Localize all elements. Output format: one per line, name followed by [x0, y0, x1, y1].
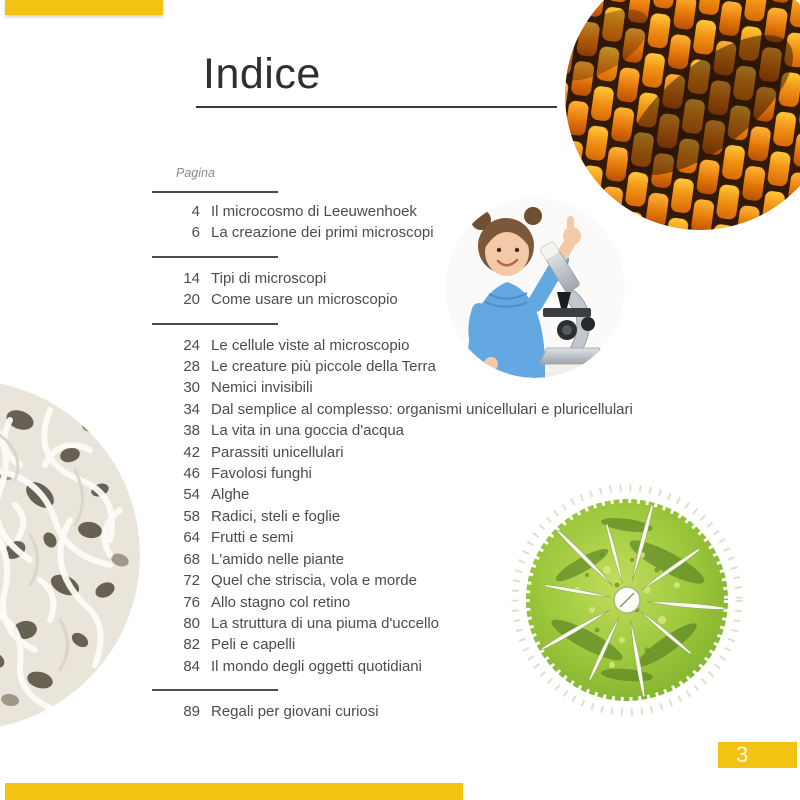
toc-page-number: 34 — [183, 400, 200, 418]
toc-entry-title: Alghe — [211, 486, 250, 504]
toc-row — [152, 656, 772, 677]
toc-row — [152, 570, 772, 591]
toc-page-number: 58 — [183, 507, 200, 525]
toc-page-number: 20 — [183, 291, 200, 309]
toc-group — [152, 335, 772, 678]
toc-row — [152, 201, 772, 222]
table-of-contents — [152, 201, 772, 723]
toc-row — [152, 506, 772, 527]
toc-row — [152, 377, 772, 398]
title-rule — [196, 106, 557, 108]
page-column-label: Pagina — [176, 166, 215, 180]
toc-page-number: 42 — [183, 443, 200, 461]
toc-page-number: 46 — [183, 465, 200, 483]
toc-page-number: 82 — [183, 636, 200, 654]
toc-entry-title: Le cellule viste al microscopio — [211, 336, 410, 354]
toc-row — [152, 335, 772, 356]
toc-entry-title: Il microcosmo di Leeuwenhoek — [211, 203, 417, 220]
folio-box — [718, 742, 797, 768]
toc-group — [152, 701, 772, 722]
toc-entry-title: Peli e capelli — [211, 636, 296, 654]
toc-page-number: 24 — [183, 336, 200, 354]
bottom-accent-bar — [5, 783, 463, 800]
toc-group — [152, 268, 772, 311]
toc-page-number: 89 — [183, 703, 200, 721]
toc-page-number: 30 — [183, 379, 200, 397]
toc-page-number: 54 — [183, 486, 200, 504]
toc-entry-title: Parassiti unicellulari — [211, 443, 344, 461]
toc-page-number: 6 — [191, 224, 200, 242]
toc-entry-title: Dal semplice al complesso: organismi unicellulari e pluricellulari — [211, 400, 633, 418]
toc-row — [152, 527, 772, 548]
toc-row — [152, 592, 772, 613]
toc-entry-title: Radici, steli e foglie — [211, 507, 341, 525]
toc-page-number: 38 — [183, 422, 200, 440]
sponge-fiber-photo — [0, 380, 140, 730]
toc-row — [152, 634, 772, 655]
toc-page-number: 80 — [183, 614, 200, 632]
toc-row — [152, 484, 772, 505]
toc-entry-title: Favolosi funghi — [211, 465, 312, 483]
top-accent-bar — [5, 0, 163, 15]
toc-entry-title: Le creature più piccole della Terra — [211, 358, 436, 376]
toc-entry-title: Tipi di microscopi — [211, 269, 327, 287]
section-divider — [152, 323, 278, 325]
folio-number: 3 — [736, 742, 749, 767]
toc-entry-title: Quel che striscia, vola e morde — [211, 572, 417, 590]
toc-row — [152, 463, 772, 484]
toc-row — [152, 289, 772, 310]
toc-entry-title: La creazione dei primi microscopi — [211, 224, 434, 242]
toc-row — [152, 399, 772, 420]
toc-entry-title: Il mondo degli oggetti quotidiani — [211, 657, 422, 675]
toc-row — [152, 222, 772, 243]
toc-page-number: 64 — [183, 529, 200, 547]
toc-row — [152, 442, 772, 463]
toc-page-number: 68 — [183, 550, 200, 568]
toc-page-number: 72 — [183, 572, 200, 590]
section-divider — [152, 689, 278, 691]
toc-row — [152, 356, 772, 377]
page-title: Indice — [203, 50, 321, 98]
toc-entry-title: La struttura di una piuma d'uccello — [211, 614, 439, 632]
page-column-rule — [152, 191, 278, 193]
toc-row — [152, 420, 772, 441]
toc-entry-title: Allo stagno col retino — [211, 593, 351, 611]
toc-entry-title: Frutti e semi — [211, 529, 294, 547]
butterfly-wing-scales-photo — [565, 0, 800, 230]
toc-page-number: 28 — [183, 358, 200, 376]
toc-entry-title: Nemici invisibili — [211, 379, 313, 397]
toc-entry-title: L'amido nelle piante — [211, 550, 344, 568]
toc-page-number: 4 — [191, 203, 200, 220]
butterfly-wing-scales-illustration — [565, 0, 800, 230]
toc-entry-title: Regali per giovani curiosi — [211, 703, 379, 721]
toc-page-number: 76 — [183, 593, 200, 611]
toc-page-number: 84 — [183, 657, 200, 675]
toc-row — [152, 613, 772, 634]
toc-entry-title: La vita in una goccia d'acqua — [211, 422, 405, 440]
toc-row — [152, 549, 772, 570]
section-divider — [152, 256, 278, 258]
toc-row — [152, 701, 772, 722]
toc-group — [152, 201, 772, 244]
toc-page-number: 14 — [183, 269, 200, 287]
sponge-fiber-illustration — [0, 380, 140, 730]
toc-entry-title: Come usare un microscopio — [211, 291, 398, 309]
toc-row — [152, 268, 772, 289]
